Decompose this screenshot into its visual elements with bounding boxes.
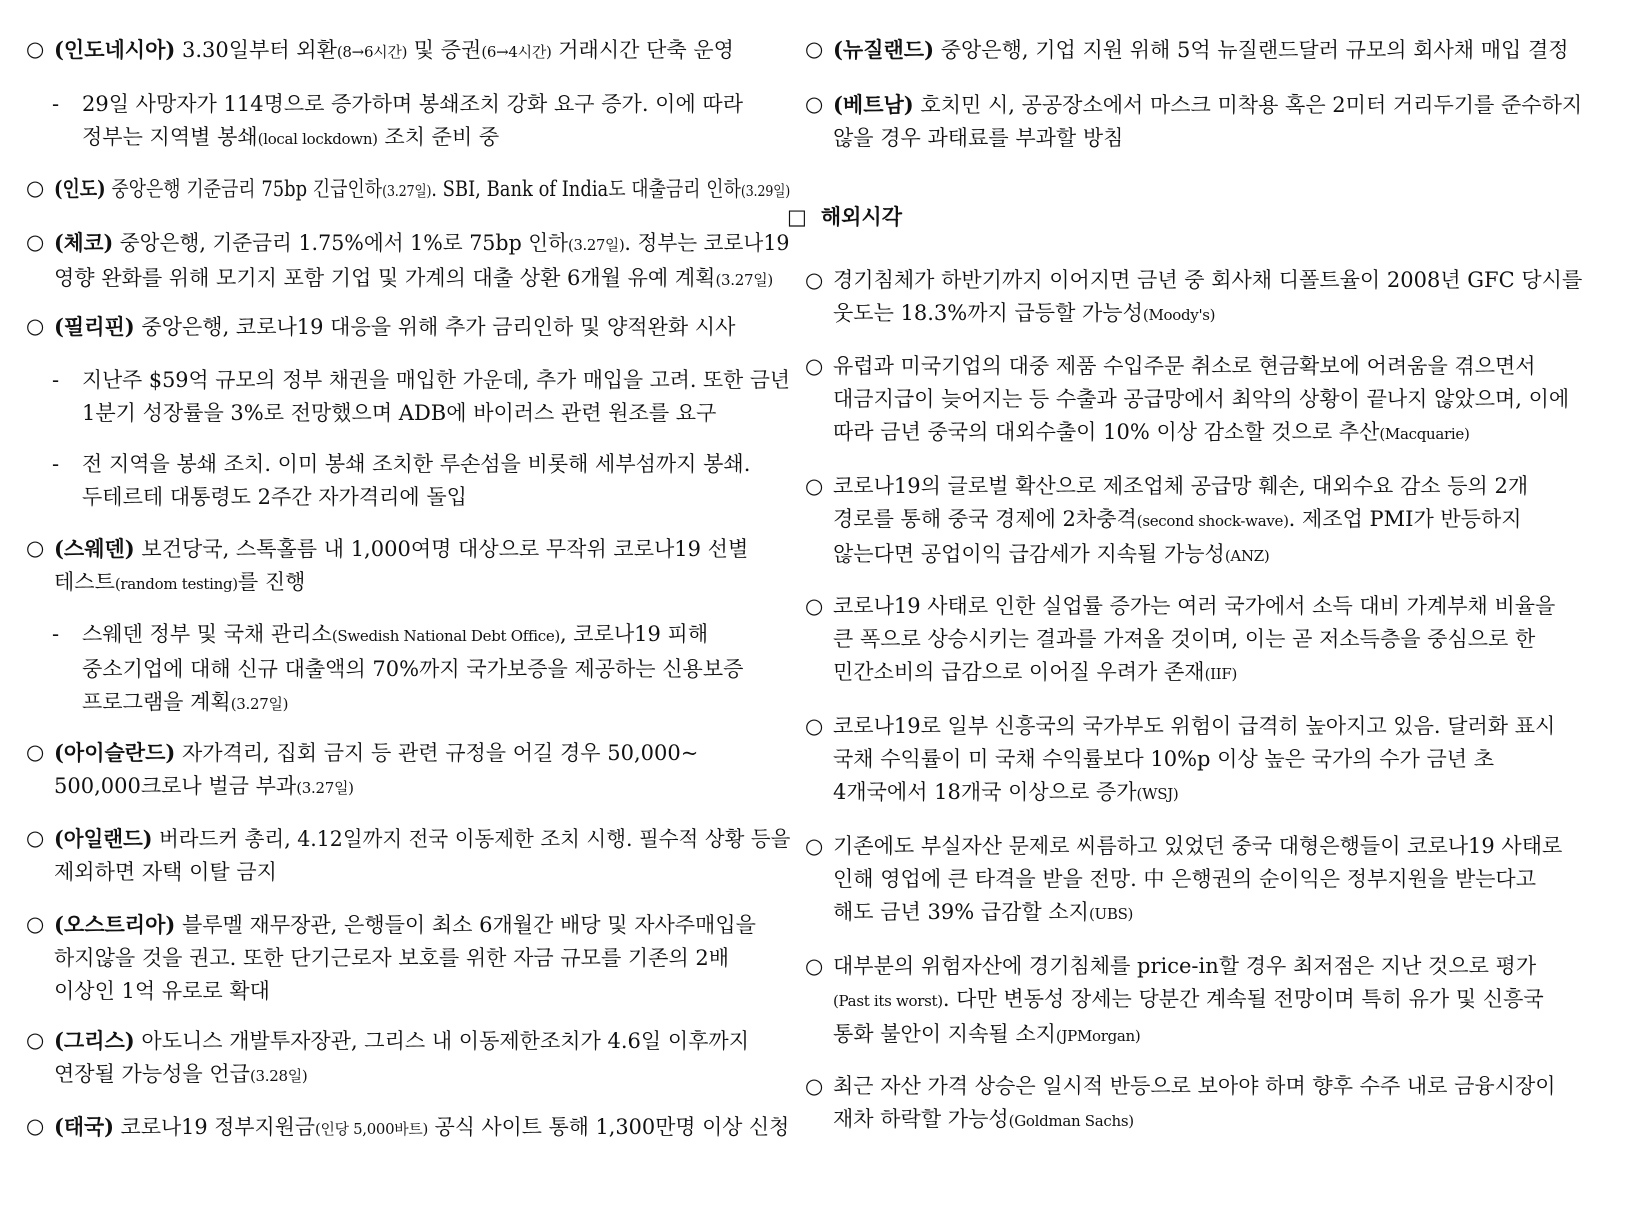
dash-marker: - bbox=[52, 92, 60, 116]
body-text: 4개국에서 18개국 이상으로 증가 bbox=[833, 780, 1137, 804]
body-text: 버라드커 총리, 4.12일까지 전국 이동제한 조치 시행. 필수적 상황 등을 bbox=[159, 827, 791, 851]
body-text: 500,000크로나 벌금 부과 bbox=[54, 774, 297, 798]
body-text: . 정부는 코로나19 bbox=[624, 231, 790, 255]
body-text: 를 진행 bbox=[237, 570, 306, 594]
body-text: 연장될 가능성을 언급 bbox=[54, 1062, 250, 1086]
body-text: 프로그램을 계획 bbox=[82, 690, 231, 714]
bullet-item bbox=[805, 590, 1610, 691]
bullet-marker: ○ bbox=[26, 826, 45, 850]
country-label: (체코) bbox=[54, 230, 114, 255]
sub-item bbox=[26, 364, 790, 430]
dash-marker: - bbox=[52, 622, 60, 646]
text-line bbox=[82, 653, 790, 686]
bullet-marker: ○ bbox=[26, 230, 45, 254]
sub-item bbox=[26, 448, 790, 514]
body-text: 테스트 bbox=[54, 570, 115, 594]
bullet-marker: ○ bbox=[805, 92, 824, 116]
bullet-marker: ○ bbox=[805, 954, 824, 978]
text-line bbox=[833, 88, 1610, 122]
text-line bbox=[833, 1018, 1610, 1053]
section-heading-text: 해외시각 bbox=[820, 205, 902, 229]
country-label: (베트남) bbox=[833, 92, 914, 117]
section-heading bbox=[787, 202, 902, 232]
bullet-marker: ○ bbox=[26, 912, 45, 936]
body-text: 호치민 시, 공공장소에서 마스크 미착용 혹은 2미터 거리두기를 준수하지 bbox=[920, 93, 1583, 117]
body-text: 인해 영업에 큰 타격을 받을 전망. 中 은행권의 순이익은 정부지원을 받는다고 bbox=[833, 867, 1537, 891]
body-text: 유럽과 미국기업의 대중 제품 수입주문 취소로 현금확보에 어려움을 겪으면서 bbox=[833, 354, 1536, 378]
bullet-item bbox=[26, 1110, 790, 1146]
body-text: 아도니스 개발투자장관, 그리스 내 이동제한조치가 4.6일 이후까지 bbox=[141, 1029, 749, 1053]
bullet-marker: ○ bbox=[26, 37, 45, 61]
body-text: 하지않을 것을 권고. 또한 단기근로자 보호를 위한 자금 규모를 기존의 2배 bbox=[54, 946, 730, 970]
text-line bbox=[54, 310, 790, 344]
body-text: 따라 금년 중국의 대외수출이 10% 이상 감소할 것으로 추산 bbox=[833, 420, 1380, 444]
bullet-marker: ○ bbox=[805, 268, 824, 292]
body-text: 대부분의 위험자산에 경기침체를 price-in할 경우 최저점은 지난 것으로 평가 bbox=[833, 954, 1537, 978]
country-label: (오스트리아) bbox=[54, 912, 176, 937]
text-line bbox=[82, 88, 790, 121]
bullet-item bbox=[805, 830, 1610, 931]
text-line bbox=[833, 1070, 1610, 1103]
body-text: 중소기업에 대해 신규 대출액의 70%까지 국가보증을 제공하는 신용보증 bbox=[82, 657, 744, 681]
body-text: 않는다면 공업이익 급감세가 지속될 가능성 bbox=[833, 542, 1225, 566]
body-text: 제외하면 자택 이탈 금지 bbox=[54, 860, 277, 884]
body-text: 이상인 1억 유로로 확대 bbox=[54, 979, 270, 1003]
body-text: 공식 사이트 통해 1,300만명 이상 신청 bbox=[427, 1115, 790, 1139]
body-text: 두테르테 대통령도 2주간 자가격리에 돌입 bbox=[82, 485, 467, 509]
bullet-item bbox=[805, 950, 1610, 1053]
note-text: (UBS) bbox=[1088, 905, 1134, 923]
note-text: (Swedish National Debt Office) bbox=[331, 627, 560, 645]
text-line bbox=[54, 262, 790, 297]
bullet-marker: ○ bbox=[26, 740, 45, 764]
body-text: 기존에도 부실자산 문제로 씨름하고 있었던 중국 대형은행들이 코로나19 사태로 bbox=[833, 834, 1563, 858]
body-text: 및 증권 bbox=[407, 38, 482, 62]
bullet-item bbox=[805, 264, 1610, 332]
text-line bbox=[82, 448, 790, 481]
text-line bbox=[833, 776, 1610, 811]
bullet-marker: ○ bbox=[805, 474, 824, 498]
country-label: (그리스) bbox=[54, 1028, 135, 1053]
body-text: 코로나19의 글로벌 확산으로 제조업체 공급망 훼손, 대외수요 감소 등의 2개 bbox=[833, 474, 1529, 498]
country-label: (태국) bbox=[54, 1114, 115, 1139]
body-text: 대금지급이 늦어지는 등 수출과 공급망에서 최악의 상황이 끝나지 않았으며, 이에 bbox=[833, 387, 1570, 411]
note-text: (WSJ) bbox=[1136, 785, 1179, 803]
bullet-marker: ○ bbox=[805, 714, 824, 738]
country-label: (뉴질랜드) bbox=[833, 37, 935, 62]
text-line bbox=[833, 743, 1610, 776]
body-text: 않을 경우 과태료를 부과할 방침 bbox=[833, 126, 1124, 150]
body-text: 전 지역을 봉쇄 조치. 이미 봉쇄 조치한 루손섬을 비롯해 세부섬까지 봉쇄. bbox=[82, 452, 751, 476]
body-text: 스웨덴 정부 및 국채 관리소 bbox=[82, 622, 332, 646]
country-label: (아일랜드) bbox=[54, 826, 153, 851]
body-text: , 코로나19 피해 bbox=[559, 622, 709, 646]
text-line bbox=[54, 736, 790, 770]
bullet-item bbox=[26, 33, 790, 69]
note-text: (local lockdown) bbox=[257, 130, 378, 148]
body-text: 보건당국, 스톡홀름 내 1,000여명 대상으로 무작위 코로나19 선별 bbox=[141, 537, 749, 561]
body-text: 중앙은행, 기업 지원 위해 5억 뉴질랜드달러 규모의 회사채 매입 결정 bbox=[940, 38, 1569, 62]
text-line bbox=[54, 1110, 790, 1146]
body-text: 최근 자산 가격 상승은 일시적 반등으로 보아야 하며 향후 수주 내로 금융시장이 bbox=[833, 1074, 1556, 1098]
note-text: (Goldman Sachs) bbox=[1008, 1112, 1134, 1130]
bullet-marker: ○ bbox=[26, 314, 45, 338]
body-text: 코로나19 정부지원금 bbox=[120, 1115, 315, 1139]
bullet-item bbox=[26, 908, 790, 1008]
body-text: 정부는 지역별 봉쇄 bbox=[82, 125, 258, 149]
body-text: . 제조업 PMI가 반등하지 bbox=[1288, 507, 1522, 531]
note-text: (ANZ) bbox=[1224, 547, 1270, 565]
country-label: (아이슬란드) bbox=[54, 740, 176, 765]
body-text: 중앙은행, 기준금리 1.75%에서 1%로 75bp 인하 bbox=[119, 231, 569, 255]
note-text: (IIF) bbox=[1204, 665, 1238, 683]
text-line bbox=[833, 896, 1610, 931]
bullet-item bbox=[805, 33, 1610, 67]
sub-item bbox=[26, 88, 790, 156]
body-text: 통화 불안이 지속될 소지 bbox=[833, 1022, 1056, 1046]
text-line bbox=[833, 863, 1610, 896]
body-text: 웃도는 18.3%까지 급등할 가능성 bbox=[833, 301, 1143, 325]
text-line bbox=[54, 822, 791, 856]
text-line bbox=[54, 1024, 790, 1058]
sub-item bbox=[26, 618, 790, 721]
text-line bbox=[54, 172, 791, 208]
body-text: 민간소비의 급감으로 이어질 우려가 존재 bbox=[833, 660, 1205, 684]
text-line bbox=[54, 226, 790, 262]
text-line bbox=[833, 590, 1610, 623]
bullet-item bbox=[26, 226, 790, 297]
body-text: 거래시간 단축 운영 bbox=[551, 38, 734, 62]
dash-marker: - bbox=[52, 368, 60, 392]
text-line bbox=[82, 618, 790, 653]
body-text: 지난주 $59억 규모의 정부 채권을 매입한 가운데, 추가 매입을 고려. 또한 금년 bbox=[82, 368, 791, 392]
body-text: . 다만 변동성 장세는 당분간 계속될 전망이며 특히 유가 및 신흥국 bbox=[942, 987, 1544, 1011]
body-text: 해도 금년 39% 급감할 소지 bbox=[833, 900, 1089, 924]
note-text: (Macquarie) bbox=[1379, 425, 1470, 443]
bullet-marker: ○ bbox=[805, 834, 824, 858]
text-line bbox=[54, 33, 790, 69]
text-line bbox=[833, 297, 1610, 332]
bullet-marker: ○ bbox=[805, 1074, 824, 1098]
body-text: 코로나19로 일부 신흥국의 국가부도 위험이 급격히 높아지고 있음. 달러화 표시 bbox=[833, 714, 1556, 738]
body-text: 자가격리, 집회 금지 등 관련 규정을 어길 경우 50,000~ bbox=[182, 741, 699, 765]
text-line bbox=[82, 121, 790, 156]
body-text: 경로를 통해 중국 경제에 2차충격 bbox=[833, 507, 1137, 531]
body-text: 재차 하락할 가능성 bbox=[833, 1107, 1009, 1131]
body-text: 블루멜 재무장관, 은행들이 최소 6개월간 배당 및 자사주매입을 bbox=[182, 913, 756, 937]
note-text: (3.27일) bbox=[230, 695, 289, 713]
note-text: (3.27일) bbox=[715, 271, 773, 289]
text-line bbox=[82, 364, 791, 397]
text-line bbox=[54, 566, 790, 601]
bullet-marker: ○ bbox=[805, 594, 824, 618]
text-line bbox=[54, 1058, 790, 1093]
body-text: 중앙은행, 코로나19 대응을 위해 추가 금리인하 및 양적완화 시사 bbox=[141, 315, 736, 339]
body-text: 3.30일부터 외환 bbox=[182, 38, 337, 62]
country-label: (필리핀) bbox=[54, 314, 135, 339]
text-line bbox=[833, 503, 1610, 538]
bullet-marker: ○ bbox=[26, 176, 45, 200]
body-text: 코로나19 사태로 인한 실업률 증가는 여러 국가에서 소득 대비 가계부채 비율을 bbox=[833, 594, 1556, 618]
note-text: (인당 5,000바트) bbox=[314, 1120, 428, 1138]
text-line bbox=[54, 770, 790, 805]
text-line bbox=[833, 416, 1610, 451]
bullet-item bbox=[26, 310, 790, 344]
country-label: (인도) bbox=[54, 176, 106, 201]
bullet-item bbox=[26, 172, 790, 208]
note-text: (3.27일) bbox=[568, 236, 625, 254]
body-text: 중앙은행 기준금리 75bp 긴급인하 bbox=[111, 177, 383, 201]
text-line bbox=[833, 470, 1610, 503]
text-line bbox=[833, 383, 1610, 416]
text-line bbox=[833, 950, 1610, 983]
note-text: (second shock-wave) bbox=[1136, 512, 1289, 530]
bullet-item bbox=[26, 736, 790, 805]
text-line bbox=[833, 623, 1610, 656]
country-label: (스웨덴) bbox=[54, 536, 135, 561]
bullet-item bbox=[805, 350, 1610, 451]
text-line bbox=[833, 33, 1610, 67]
note-text: (3.28일) bbox=[249, 1067, 308, 1085]
bullet-marker: ○ bbox=[805, 37, 824, 61]
body-text: 영향 완화를 위해 모기지 포함 기업 및 가계의 대출 상환 6개월 유예 계획 bbox=[54, 266, 716, 290]
note-text: (6→4시간) bbox=[481, 43, 552, 61]
bullet-marker: ○ bbox=[805, 354, 824, 378]
bullet-item bbox=[805, 710, 1610, 811]
note-text: (3.27일) bbox=[296, 779, 354, 797]
bullet-marker: ○ bbox=[26, 1028, 45, 1052]
text-line bbox=[54, 942, 790, 975]
heading-box-icon: □ bbox=[787, 205, 807, 229]
text-line bbox=[54, 856, 790, 889]
body-text: 큰 폭으로 상승시키는 결과를 가져올 것이며, 이는 곧 저소득층을 중심으로 한 bbox=[833, 627, 1536, 651]
text-line bbox=[833, 350, 1610, 383]
text-line bbox=[54, 975, 790, 1008]
bullet-item bbox=[26, 822, 790, 889]
text-line bbox=[82, 686, 790, 721]
bullet-item bbox=[26, 532, 790, 601]
text-line bbox=[833, 122, 1610, 155]
text-line bbox=[833, 830, 1610, 863]
text-line bbox=[833, 710, 1610, 743]
text-line bbox=[833, 656, 1610, 691]
body-text: 조치 준비 중 bbox=[377, 125, 500, 149]
body-text: 국채 수익률이 미 국채 수익률보다 10%p 이상 높은 국가의 수가 금년 초 bbox=[833, 747, 1494, 771]
bullet-item bbox=[805, 470, 1610, 573]
body-text: 1분기 성장률을 3%로 전망했으며 ADB에 바이러스 관련 원조를 요구 bbox=[82, 401, 717, 425]
bullet-item bbox=[26, 1024, 790, 1093]
text-line bbox=[833, 983, 1610, 1018]
bullet-item bbox=[805, 1070, 1610, 1138]
text-line bbox=[82, 397, 790, 430]
note-text: (random testing) bbox=[114, 575, 238, 593]
note-text: (JPMorgan) bbox=[1055, 1027, 1141, 1045]
text-line bbox=[54, 908, 790, 942]
text-line bbox=[833, 538, 1610, 573]
country-label: (인도네시아) bbox=[54, 37, 176, 62]
text-line bbox=[833, 1103, 1610, 1138]
bullet-item bbox=[805, 88, 1610, 155]
text-line bbox=[82, 481, 790, 514]
note-text: (Moody's) bbox=[1142, 306, 1216, 324]
bullet-marker: ○ bbox=[26, 536, 45, 560]
body-text: . SBI, Bank of India도 대출금리 인하 bbox=[431, 177, 741, 201]
note-text: (8→6시간) bbox=[336, 43, 408, 61]
body-text: 경기침체가 하반기까지 이어지면 금년 중 회사채 디폴트율이 2008년 GFC 당시를 bbox=[833, 268, 1583, 292]
note-text: (Past its worst) bbox=[833, 992, 943, 1010]
text-line bbox=[833, 264, 1610, 297]
bullet-marker: ○ bbox=[26, 1114, 45, 1138]
note-text: (3.27일) bbox=[382, 182, 432, 200]
body-text: 29일 사망자가 114명으로 증가하며 봉쇄조치 강화 요구 증가. 이에 따라 bbox=[82, 92, 743, 116]
dash-marker: - bbox=[52, 452, 60, 476]
note-text: (3.29일) bbox=[740, 182, 791, 200]
text-line bbox=[54, 532, 790, 566]
